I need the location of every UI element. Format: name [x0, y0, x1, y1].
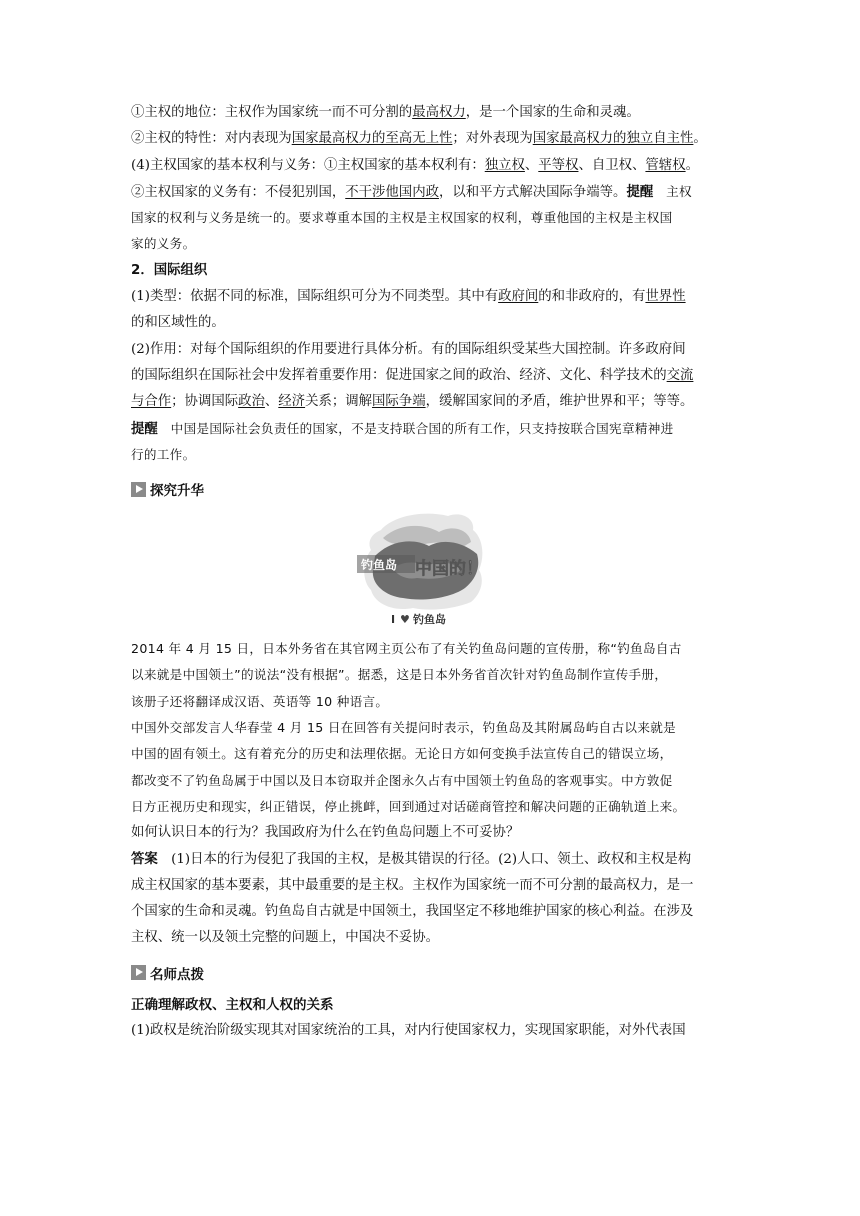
- underlined-term: 与合作: [131, 394, 172, 410]
- case-line: 2014 年 4 月 15 日，日本外务省在其官网主页公布了有关钓鱼岛问题的宣传册，称“钓鱼岛自古: [131, 641, 682, 657]
- paragraph-rights: [131, 153, 731, 179]
- play-triangle-icon: [131, 965, 146, 980]
- diaoyu-island-illustration: [131, 508, 731, 628]
- tip-label: 提醒: [131, 421, 158, 437]
- answer-text: (1)日本的行为侵犯了我国的主权，是极其错误的行径。(2)人口、领土、政权和主权是构: [157, 851, 692, 867]
- question: 如何认识日本的行为？我国政府为什么在钓鱼岛问题上不可妥协？: [131, 825, 520, 841]
- paragraph-sovereignty-traits: [131, 126, 731, 152]
- caption-i: I: [391, 613, 396, 627]
- underlined-term: 平等权: [538, 157, 579, 173]
- section-header-explore: [131, 474, 731, 504]
- underlined-term: 政府间: [498, 289, 539, 305]
- tip-text: 主权: [653, 183, 692, 199]
- underlined-term: 国家最高权力的至高无上性: [291, 131, 453, 147]
- paragraph-sovereignty-status: [131, 100, 731, 126]
- case-line: 中国外交部发言人华春莹 4 月 15 日在回答有关提问时表示，钓鱼岛及其附属岛屿自古以来就是: [131, 720, 677, 736]
- section-title: 探究升华: [150, 483, 204, 500]
- tip-label: 提醒: [626, 184, 654, 200]
- underlined-term: 政治: [238, 394, 265, 410]
- text: 的和非政府的，有: [538, 289, 646, 305]
- case-line: 中国的固有领土。这有着充分的历史和法理依据。无论日方如何变换手法宣传自己的错误立场，: [131, 746, 673, 762]
- answer-line: 主权、统一以及领土完整的问题上，中国决不妥协。: [131, 930, 439, 946]
- tip-text: 行的工作。: [131, 446, 196, 462]
- text: ②主权国家的义务有：不侵犯别国，: [131, 184, 346, 200]
- text: ；协调国际: [171, 394, 239, 410]
- text: 、: [524, 157, 539, 173]
- underlined-term: 国际争端: [372, 394, 426, 410]
- paragraph-functions: (2)作用：对每个国际组织的作用要进行具体分析。有的国际组织受某些大国控制。许多政府间: [131, 341, 686, 357]
- tip-text: 家的义务。: [131, 236, 196, 252]
- case-line: 都改变不了钓鱼岛属于中国以及日本窃取并企图永久占有中国领土钓鱼岛的客观事实。中方敦促: [131, 772, 673, 788]
- underlined-term: 经济: [278, 394, 306, 410]
- answer-line: 个国家的生命和灵魂。钓鱼岛自古就是中国领土，我国坚定不移地维护国家的核心利益。在涉及: [131, 904, 694, 920]
- text: ②主权的特性：对内表现为: [131, 131, 292, 147]
- case-line: 以来就是中国领土”的说法“没有根据”。据悉，这是日本外务省首次针对钓鱼岛制作宣传手册，: [131, 667, 668, 683]
- tip-text: 中国是国际社会负责任的国家，不是支持联合国的所有工作，只支持按联合国宪章精神进: [157, 420, 674, 436]
- answer-label: 答案: [131, 851, 158, 867]
- underlined-term: 最高权力: [412, 105, 466, 120]
- case-line: 该册子还将翻译成汉语、英语等 10 种语言。: [131, 693, 389, 709]
- tip-text: 国家的权利与义务是统一的。要求尊重本国的主权是主权国家的权利，尊重他国的主权是主权国: [131, 210, 673, 226]
- document-page: [131, 100, 731, 1044]
- paragraph-types: [131, 284, 731, 310]
- paragraph-obligations: [131, 179, 731, 205]
- text: 。: [693, 131, 707, 147]
- text: (1)类型：依据不同的标准，国际组织可分为不同类型。其中有: [131, 289, 499, 305]
- paragraph-functions-cont: [131, 363, 731, 389]
- text: 、: [264, 394, 279, 410]
- underlined-term: 交流: [666, 367, 694, 383]
- paragraph-regime: (1)政权是统治阶级实现其对国家统治的工具，对内行使国家权力，实现国家职能，对外代表国: [131, 1023, 686, 1039]
- text: 。: [685, 157, 699, 173]
- text: 关系；调解: [305, 394, 373, 410]
- paragraph-types-cont: 的和区域性的。: [131, 315, 225, 331]
- text: ①主权的地位：主权作为国家统一而不可分割的: [131, 105, 413, 120]
- text: ，缓解国家间的矛盾，维护世界和平；等等。: [425, 394, 694, 410]
- case-material: [131, 636, 731, 820]
- heart-icon: ♥: [400, 613, 410, 627]
- play-triangle-icon: [131, 482, 146, 497]
- text: ，以和平方式解决国际争端等。: [438, 184, 627, 200]
- underlined-term: 管辖权: [645, 157, 686, 173]
- underlined-term: 国家最高权力的独立自主性: [532, 131, 694, 147]
- underlined-term: 不干涉他国内政: [345, 184, 439, 200]
- subheading-intl-org: 2．国际组织: [131, 262, 208, 278]
- text: 、自卫权、: [578, 157, 646, 173]
- text: ，是一个国家的生命和灵魂。: [465, 105, 640, 120]
- text: (4)主权国家的基本权利与义务：①主权国家的基本权利有：: [131, 157, 485, 173]
- figure-right-text: 中国的！: [415, 559, 483, 580]
- paragraph-tip2: [131, 416, 731, 442]
- answer-line: [131, 847, 731, 873]
- section-title: 名师点拨: [150, 966, 204, 983]
- caption-name: 钓鱼岛: [413, 613, 446, 627]
- topic-heading: 正确理解政权、主权和人权的关系: [131, 996, 334, 1013]
- section-header-teacher: [131, 958, 731, 988]
- text: ；对外表现为: [452, 131, 533, 147]
- text: 的国际组织在国际社会中发挥着重要作用：促进国家之间的政治、经济、文化、科学技术的: [131, 367, 667, 383]
- underlined-term: 独立权: [484, 157, 525, 173]
- paragraph-functions-cont2: [131, 389, 731, 415]
- island-poster-image: [353, 508, 503, 626]
- answer-line: 成主权国家的基本要素，其中最重要的是主权。主权作为国家统一而不可分割的最高权力，是一: [131, 877, 694, 893]
- case-line: 日方正视历史和现实，纠正错误，停止挑衅，回到通过对话磋商管控和解决问题的正确轨道上来。: [131, 798, 686, 814]
- figure-left-text: 钓鱼岛: [361, 558, 398, 573]
- underlined-term: 世界性: [645, 289, 686, 305]
- answer-block: [131, 847, 731, 952]
